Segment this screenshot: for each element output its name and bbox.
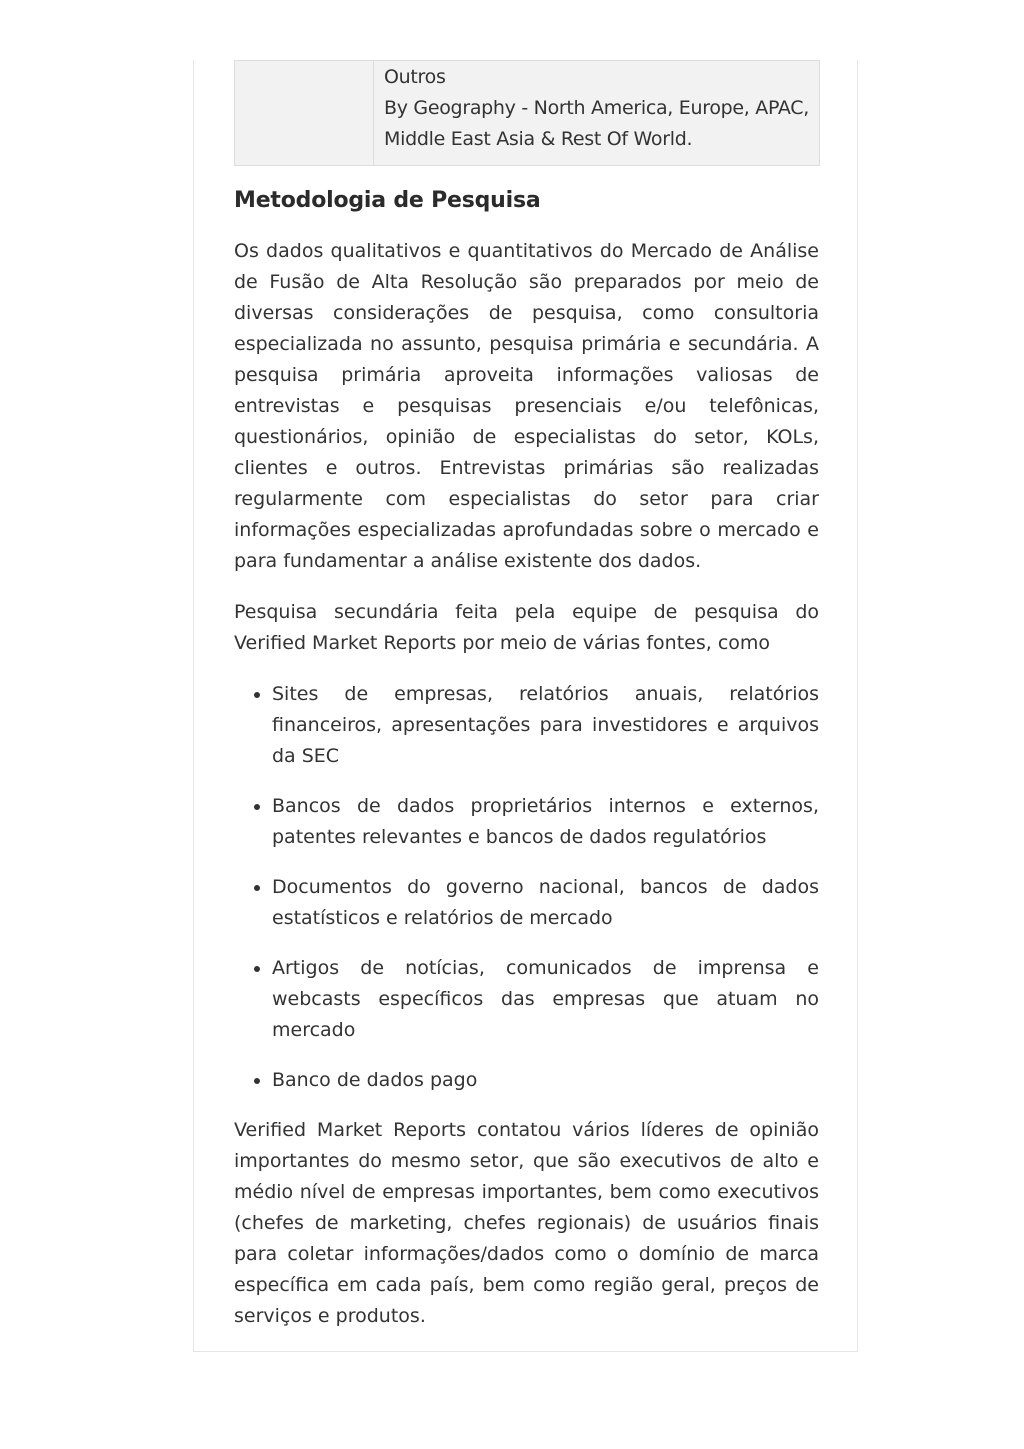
list-item: • Bancos de dados proprietários internos e externos, patentes relevantes e bancos de dados regulatórios: [272, 791, 819, 853]
segment-value-line: Middle East Asia & Rest Of World.: [384, 128, 693, 150]
section-title: Metodologia de Pesquisa: [234, 188, 541, 213]
report-content-card: [193, 60, 858, 1352]
table-row: [235, 61, 820, 166]
secondary-research-paragraph: Pesquisa secundária feita pela equipe de pesquisa do Verified Market Reports por meio de várias fontes, como: [234, 601, 819, 654]
segment-label-cell: [235, 61, 374, 166]
sources-list: [234, 679, 819, 1096]
list-item: • Sites de empresas, relatórios anuais, relatórios financeiros, apresentações para investidores e arquivos da SEC: [272, 679, 819, 772]
opinion-leaders-paragraph: Verified Market Reports contatou vários líderes de opinião importantes do mesmo setor, que são executivos de alto e médio nível de empresas importantes, bem como executivos (chefes de marketing, chefes regionais) de usuários finais para coletar informações/dados como o domínio de marca específica em cada país, bem como região geral, preços de serviços e produtos.: [234, 1119, 819, 1327]
segment-value-line: Outros: [384, 66, 446, 88]
segment-value-cell: [374, 61, 820, 166]
report-content: [234, 60, 819, 1332]
list-item: • Documentos do governo nacional, bancos de dados estatísticos e relatórios de mercado: [272, 872, 819, 934]
list-item: • Artigos de notícias, comunicados de imprensa e webcasts específicos das empresas que atuam no mercado: [272, 953, 819, 1046]
methodology-paragraph: Os dados qualitativos e quantitativos do Mercado de Análise de Fusão de Alta Resolução são preparados por meio de diversas considerações de pesquisa, como consultoria especializada no assunto, pesquisa primária e secundária. A pesquisa primária aproveita informações valiosas de entrevistas e pesquisas presenciais e/ou telefônicas, questionários, opinião de especialistas do setor, KOLs, clientes e outros. Entrevistas primárias são realizadas regularmente com especialistas do setor para criar informações especializadas aprofundadas sobre o mercado e para fundamentar a análise existente dos dados.: [234, 240, 819, 572]
list-item: • Banco de dados pago: [272, 1065, 819, 1096]
segment-value-line: By Geography - North America, Europe, APAC,: [384, 97, 809, 119]
segmentation-table: [234, 60, 820, 166]
